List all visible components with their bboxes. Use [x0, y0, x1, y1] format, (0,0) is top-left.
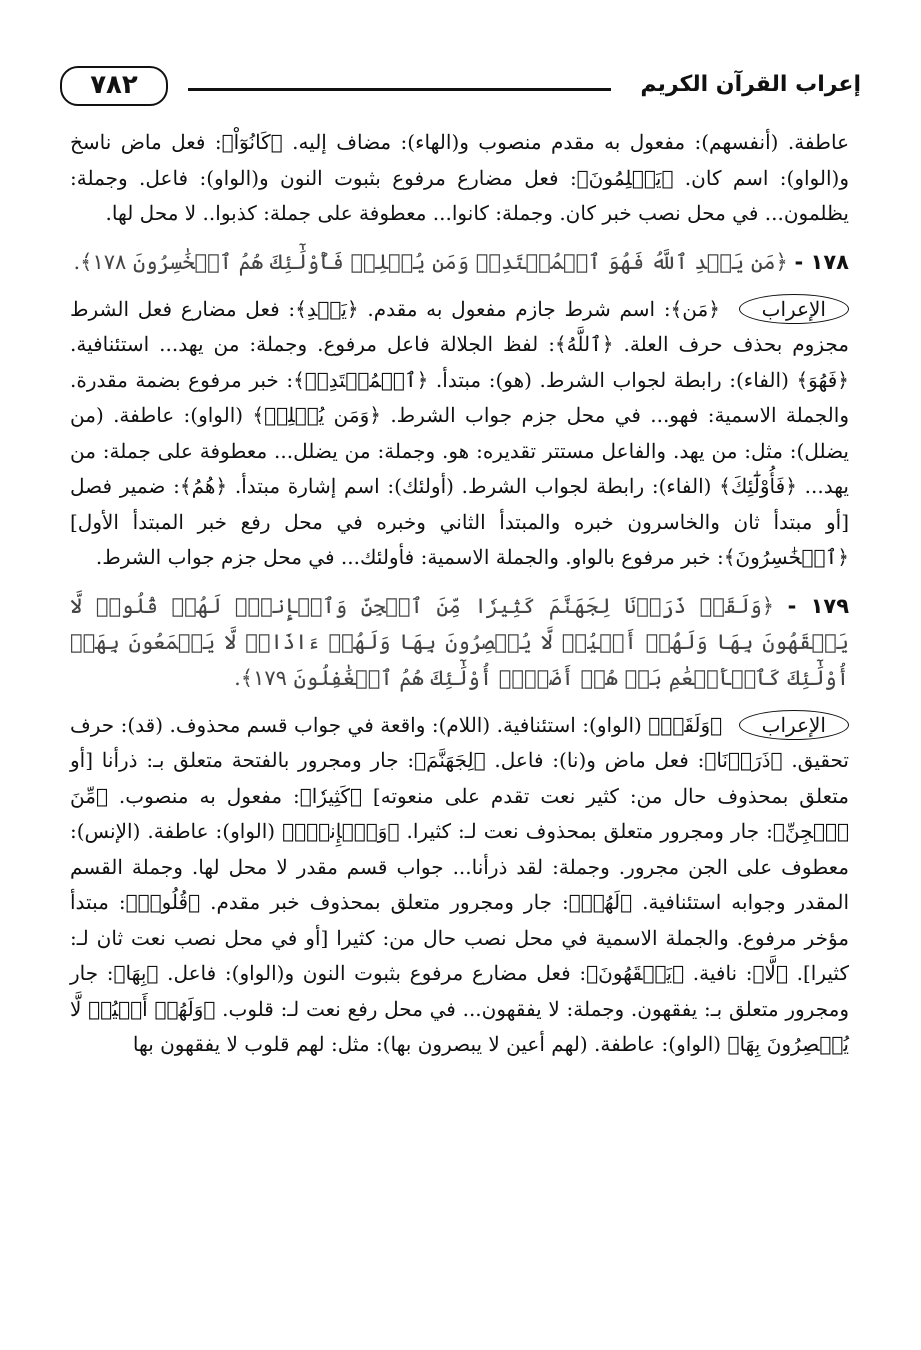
irab-label: الإعراب — [739, 294, 849, 324]
irab-paragraph-179 — [70, 708, 849, 1063]
irab-label: الإعراب — [739, 710, 849, 740]
irab-text: ﴿مَن﴾: اسم شرط جازم مفعول به مقدم. ﴿يَهۡدِ﴾: فعل مضارع فعل الشرط مجزوم بحذف حرف العلة. ﴿ٱللَّهُ﴾: لفظ الجلالة فاعل مرفوع. وجملة: من يهد... استئنافية. ﴿فَهُوَ﴾ (الفاء): رابطة لجواب الشرط. (هو): مبتدأ. ﴿ٱلۡمُهۡتَدِيۖ﴾: خبر مرفوع بضمة مقدرة. والجملة الاسمية: فهو... في محل جزم جواب الشرط. ﴿وَمَن يُضۡلِلۡ﴾ (الواو): عاطفة. (من يضلل): مثل: من يهد. والفاعل مستتر تقديره: هو. وجملة: من يضلل... معطوفة على جملة: من يهد... ﴿فَأُوْلَٰٓئِكَ﴾ (الفاء): رابطة لجواب الشرط. (أولئك): اسم إشارة مبتدأ. ﴿هُمُ﴾: ضمير فصل [أو مبتدأ ثان والخاسرون خبره والمبتدأ الثاني وخبره في محل رفع خبر المبتدأ الأول] ﴿ٱلۡخَٰسِرُونَ﴾: خبر مرفوع بالواو. والجملة الاسمية: فأولئك... في محل جزم جواب الشرط. — [70, 296, 850, 569]
verse-text: ﴿مَن يَهۡدِ ٱللَّهُ فَهُوَ ٱلۡمُهۡتَدِيۖ وَمَن يُضۡلِلۡ فَأُوْلَٰٓئِكَ هُمُ ٱلۡخَٰسِرُونَ ١٧٨﴾. — [73, 249, 788, 274]
page-header — [60, 58, 861, 108]
irab-paragraph-178 — [70, 292, 849, 576]
verse-number: ١٧٨ - — [794, 249, 849, 274]
verse-text: ﴿وَلَقَدۡ ذَرَأۡنَا لِجَهَنَّمَ كَثِيرٗا مِّنَ ٱلۡجِنِّ وَٱلۡإِنسِۖ لَهُمۡ قُلُوبٞ لَّا يَفۡقَهُونَ بِهَا وَلَهُمۡ أَعۡيُنٞ لَّا يُبۡصِرُونَ بِهَا وَلَهُمۡ ءَاذَانٞ لَّا يَسۡمَعُونَ بِهَآۚ أُوْلَٰٓئِكَ كَٱلۡأَنۡعَٰمِ بَلۡ هُمۡ أَضَلُّۚ أُوْلَٰٓئِكَ هُمُ ٱلۡغَٰفِلُونَ ١٧٩﴾. — [70, 593, 849, 690]
irab-text: ﴿وَلَقَدۡ﴾ (الواو): استئنافية. (اللام): واقعة في جواب قسم محذوف. (قد): حرف تحقيق. ﴿ذَرَأۡنَا﴾: فعل ماض و(نا): فاعل. ﴿لِجَهَنَّمَ﴾: جار ومجرور بالفتحة متعلق بـ: ذرأنا [أو متعلق بمحذوف حال من: كثير نعت تقدم على منعوته] ﴿كَثِيرٗا﴾: مفعول به منصوب. ﴿مِّنَ ٱلۡجِنِّ﴾: جار ومجرور متعلق بمحذوف نعت لـ: كثيرا. ﴿وَٱلۡإِنسِۖ﴾ (الواو): عاطفة. (الإنس): معطوف على الجن مجرور. وجملة: لقد ذرأنا... جواب قسم مقدر لا محل لها. وجملة القسم المقدر وجوابه استئنافية. ﴿لَهُمۡ﴾: جار ومجرور متعلق بمحذوف خبر مقدم. ﴿قُلُوبٞ﴾: مبتدأ مؤخر مرفوع. والجملة الاسمية في محل نصب حال من: كثيرا [أو في محل نصب نعت ثان لـ: كثيرا]. ﴿لَّا﴾: نافية. ﴿يَفۡقَهُونَ﴾: فعل مضارع مرفوع بثبوت النون و(الواو): فاعل. ﴿بِهَا﴾: جار ومجرور متعلق بـ: يفقهون. وجملة: لا يفقهون... في محل رفع نعت لـ: قلوب. ﴿وَلَهُمۡ أَعۡيُنٞ لَّا يُبۡصِرُونَ بِهَا﴾ (الواو): عاطفة. (لهم أعين لا يبصرون بها): مثل: لهم قلوب لا يفقهون بها — [70, 712, 849, 1056]
verse-179 — [70, 588, 849, 696]
verse-number: ١٧٩ - — [787, 593, 850, 618]
page-number: ٧٨٢ — [60, 66, 168, 106]
page-body — [70, 125, 849, 1063]
book-title: إعراب القرآن الكريم — [640, 72, 861, 97]
verse-178 — [70, 244, 849, 280]
header-rule — [188, 88, 611, 91]
paragraph-continuation: عاطفة. (أنفسهم): مفعول به مقدم منصوب و(الهاء): مضاف إليه. ﴿كَانُوٓاْ﴾: فعل ماض ناسخ و(الواو): اسم كان. ﴿يَظۡلِمُونَ﴾: فعل مضارع مرفوع بثبوت النون و(الواو): فاعل. وجملة: يظلمون... في محل نصب خبر كان. وجملة: كانوا... معطوفة على جملة: كذبوا.. لا محل لها. — [70, 130, 850, 225]
